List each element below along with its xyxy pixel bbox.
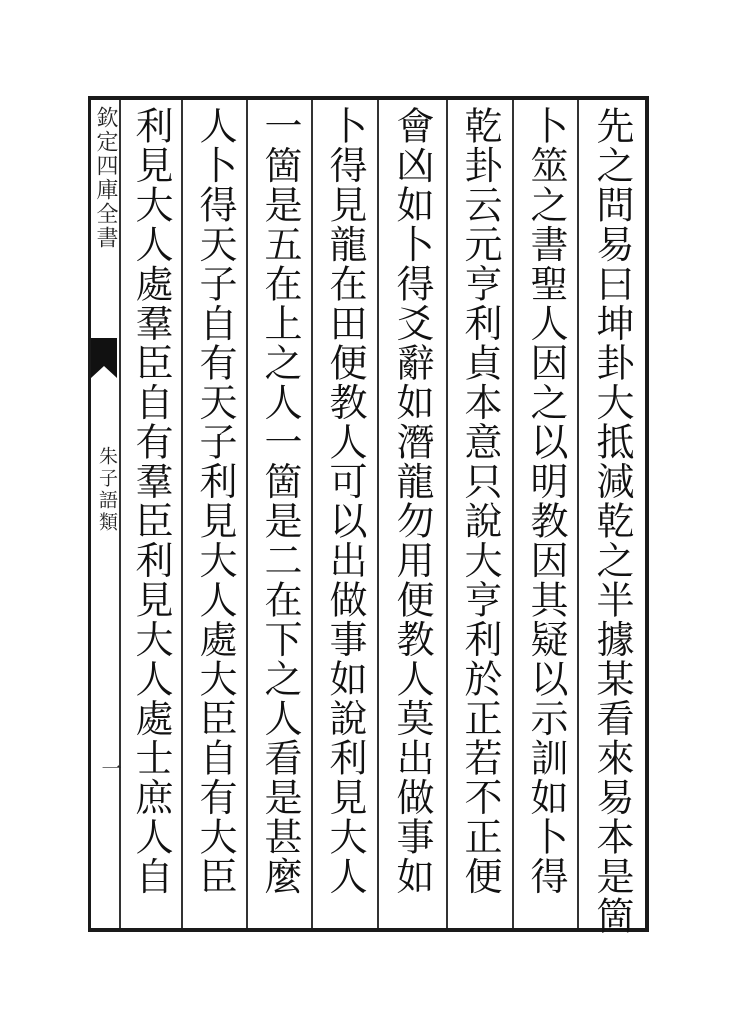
text-column-8: 利見大人處羣臣自有羣臣利見大人處士庶人自 (129, 106, 173, 896)
text-column-7: 人卜得天子自有天子利見大人處大臣自有大臣 (193, 106, 237, 896)
text-column-3: 乾卦云元亨利貞本意只說大亨利於正若不正便 (458, 106, 502, 896)
book-title: 朱子語類 (96, 446, 118, 534)
column-rule (377, 100, 379, 928)
text-column-4: 會凶如卜得爻辭如潛龍勿用便教人莫出做事如 (390, 106, 434, 896)
text-column-6: 一箇是五在上之人一箇是二在下之人看是甚麼 (258, 106, 302, 896)
frame-bottom-border (88, 928, 648, 932)
column-rule (577, 100, 579, 928)
text-column-5: 卜得見龍在田便教人可以出做事如說利見大人 (323, 106, 367, 896)
collection-title: 欽定四庫全書 (93, 106, 118, 250)
frame-top-border (88, 96, 648, 100)
text-column-1: 先之問易曰坤卦大抵減乾之半據某看來易本是箇 (590, 106, 634, 936)
frame-right-border (645, 96, 649, 932)
page-number: 一 (98, 758, 122, 778)
column-rule (181, 100, 183, 928)
text-column-2: 卜筮之書聖人因之以明教因其疑以示訓如卜得 (524, 106, 568, 896)
column-rule (246, 100, 248, 928)
column-rule (311, 100, 313, 928)
column-rule (446, 100, 448, 928)
column-rule (512, 100, 514, 928)
